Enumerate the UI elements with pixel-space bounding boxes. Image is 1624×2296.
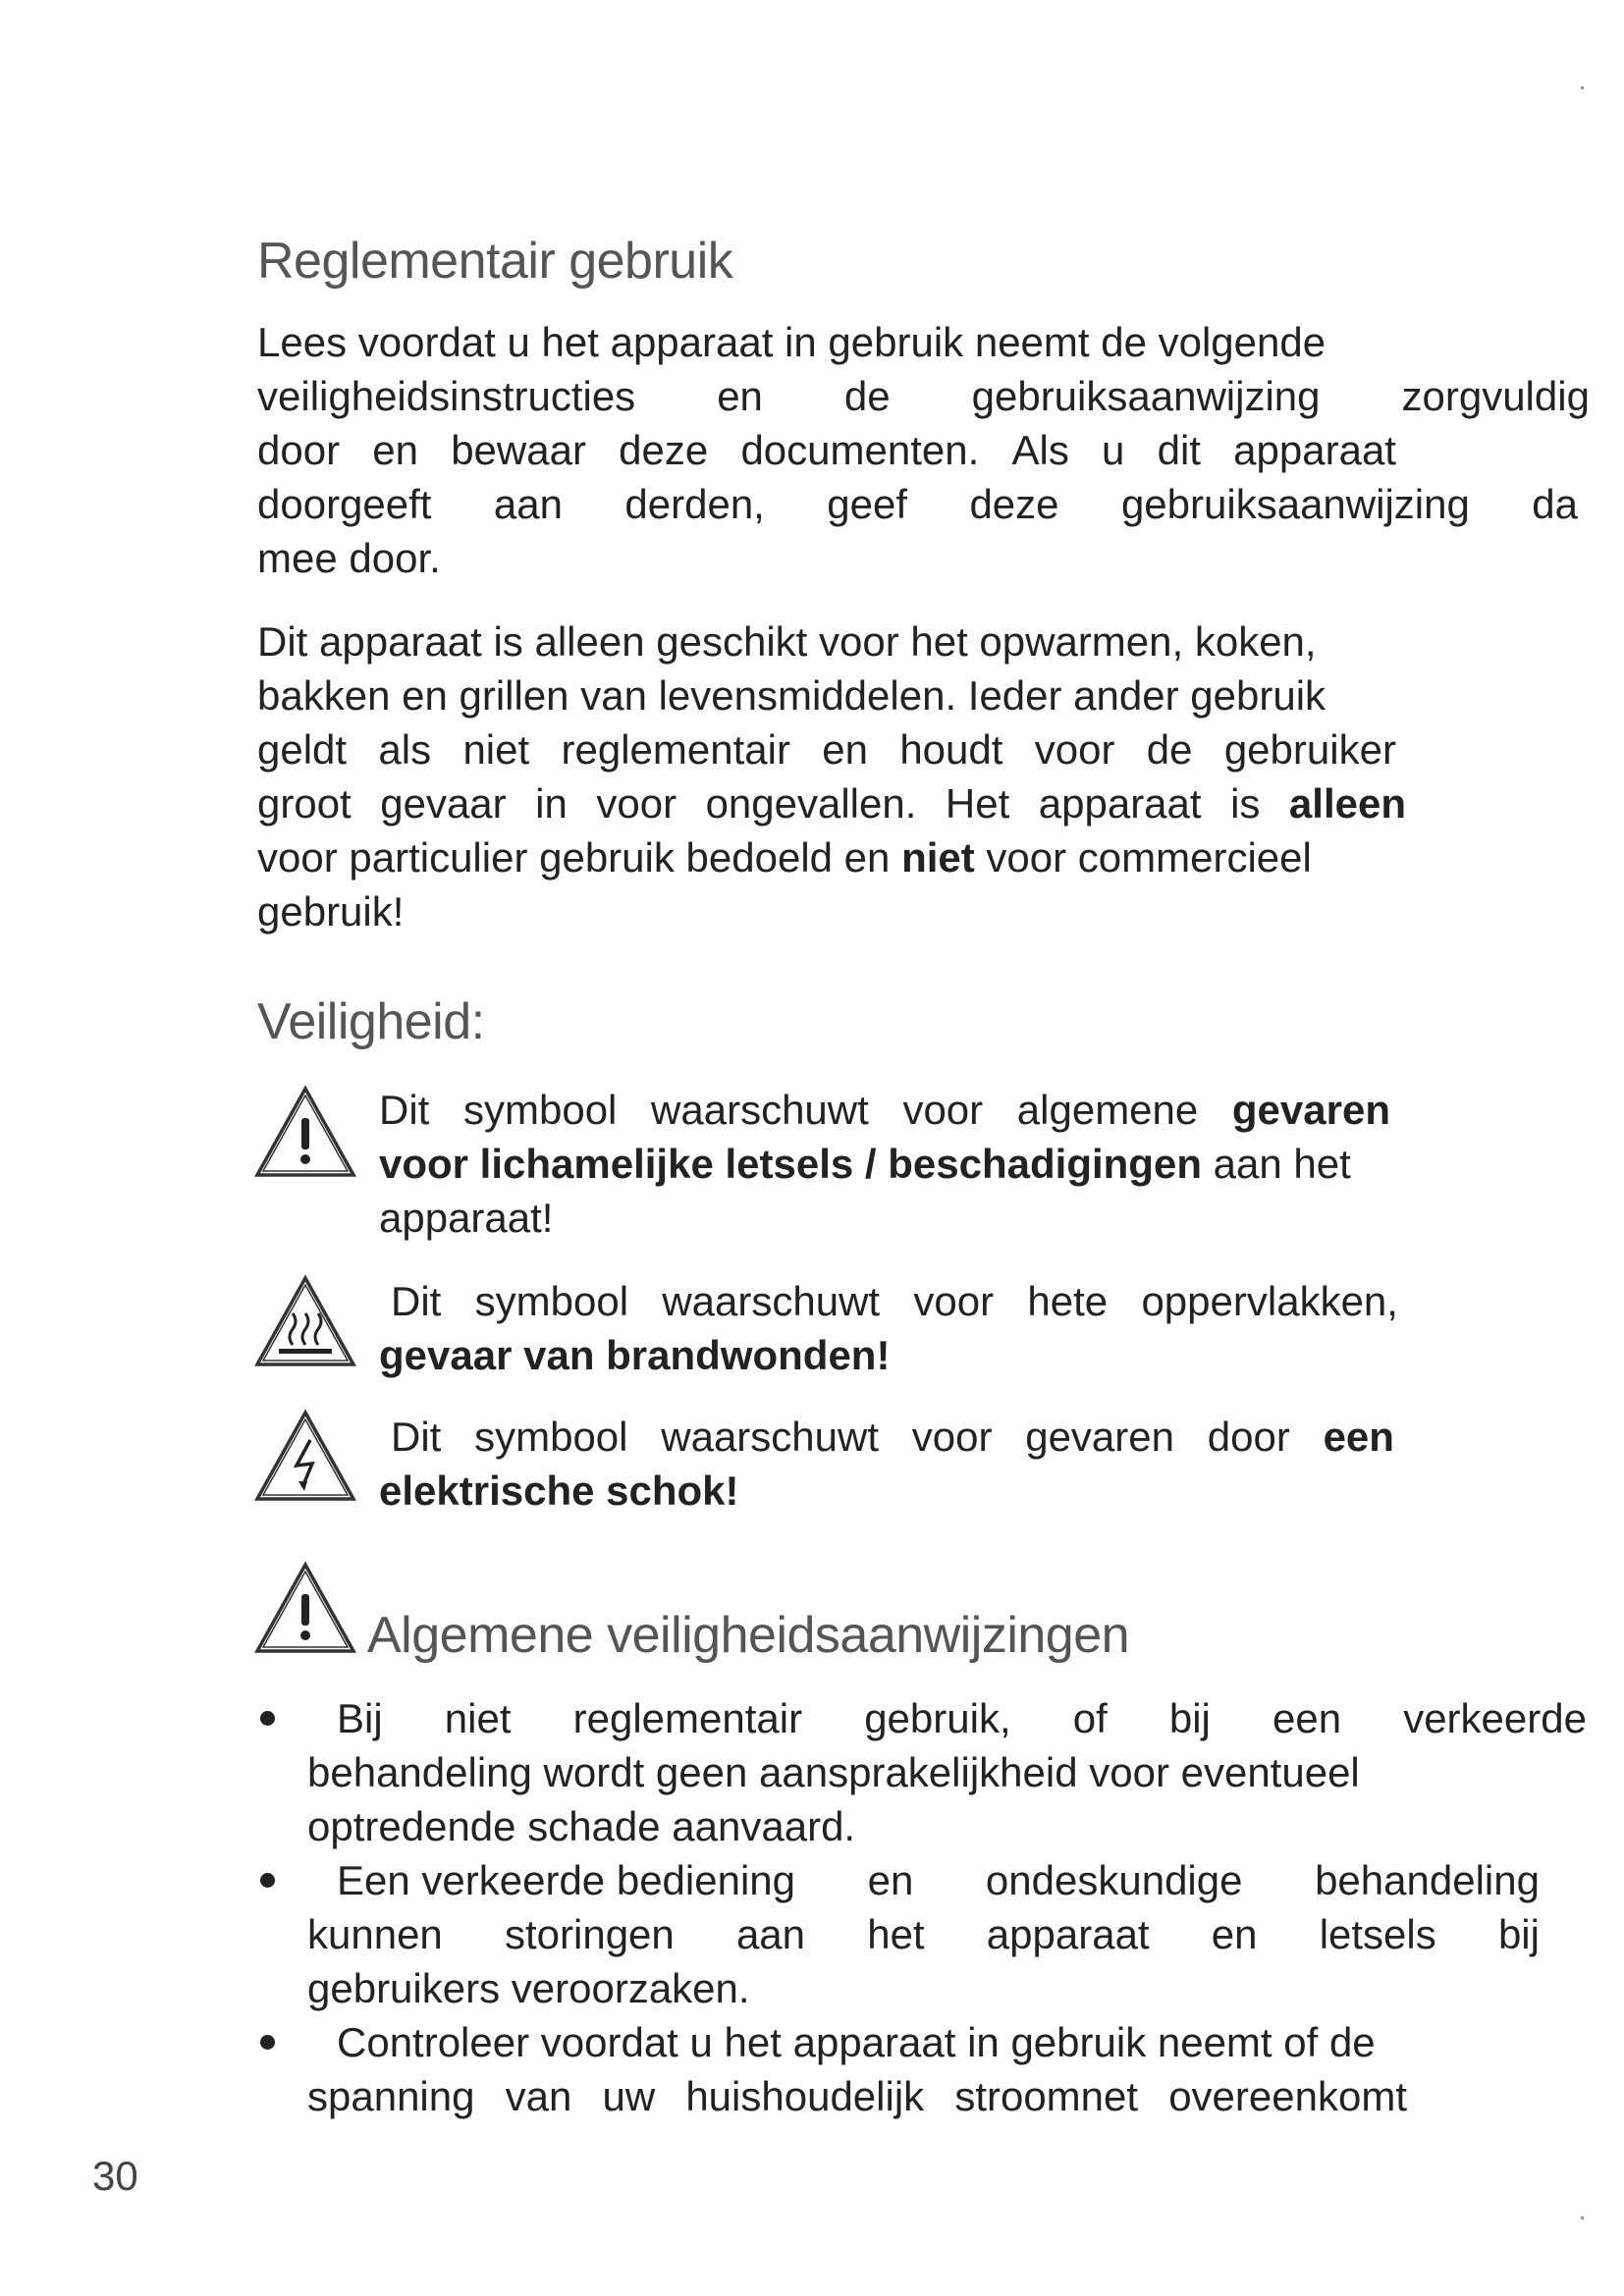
bullet-icon	[260, 2035, 275, 2050]
text-line: gebruikers veroorzaken.	[307, 1965, 750, 2011]
hot-surface-icon	[253, 1274, 357, 1368]
heading-algemene-veiligheidsaanwijzingen: Algemene veiligheidsaanwijzingen	[367, 1607, 1130, 1664]
crop-mark	[1581, 86, 1584, 89]
text-line: Bij niet reglementair gebruik, of bij een verkeerde	[337, 1695, 1587, 1741]
text-line: veiligheidsinstructies en de gebruiksaanwijzing zorgvuldig	[257, 373, 1590, 419]
text-line: voor particulier gebruik bedoeld en niet voor commercieel	[257, 834, 1312, 881]
text-line: geldt als niet reglementair en houdt voor de gebruiker	[257, 726, 1396, 773]
text-line: Controleer voordat u het apparaat in gebruik neemt of de	[337, 2019, 1376, 2065]
text-line: Lees voordat u het apparaat in gebruik neemt de volgende	[257, 319, 1326, 365]
electric-shock-icon	[253, 1409, 357, 1503]
sym2-line1: Dit symbool waarschuwt voor hete oppervlakken,	[391, 1278, 1398, 1324]
text-line: door en bewaar deze documenten. Als u dit apparaat	[257, 427, 1396, 473]
text-line: Dit apparaat is alleen geschikt voor het opwarmen, koken,	[257, 618, 1317, 665]
text-line: Een verkeerde bediening en ondeskundige behandeling	[337, 1857, 1540, 1903]
text-line: optredende schade aanvaard.	[307, 1803, 856, 1849]
sym3-line1: Dit symbool waarschuwt voor gevaren door een	[391, 1414, 1394, 1460]
sym1-line1: Dit symbool waarschuwt voor algemene gevaren	[379, 1087, 1390, 1133]
page-number: 30	[92, 2153, 138, 2199]
warning-triangle-icon	[253, 1561, 357, 1655]
sym2-line2: gevaar van brandwonden!	[379, 1332, 891, 1378]
text-line: mee door.	[257, 535, 441, 581]
sym1-line3: apparaat!	[379, 1195, 554, 1241]
text-line: doorgeeft aan derden, geef deze gebruiksaanwijzing da	[257, 481, 1578, 527]
sym1-line2: voor lichamelijke letsels / beschadigingen aan het	[379, 1141, 1351, 1187]
bullet-icon	[260, 1711, 275, 1726]
crop-mark	[1581, 2216, 1584, 2219]
sym3-line2: elektrische schok!	[379, 1468, 739, 1514]
text-line: kunnen storingen aan het apparaat en letsels bij	[307, 1911, 1540, 1957]
text-line: spanning van uw huishoudelijk stroomnet overeenkomt	[307, 2073, 1407, 2119]
heading-reglementair-gebruik: Reglementair gebruik	[257, 233, 733, 290]
text-line: gebruik!	[257, 888, 405, 934]
bullet-icon	[260, 1873, 275, 1888]
heading-veiligheid: Veiligheid:	[257, 993, 485, 1050]
text-line: bakken en grillen van levensmiddelen. Ieder ander gebruik	[257, 672, 1326, 719]
warning-triangle-icon	[253, 1085, 357, 1179]
bold-alleen: alleen	[1288, 780, 1406, 827]
text-line: behandeling wordt geen aansprakelijkheid voor eventueel	[307, 1749, 1360, 1795]
bold-niet: niet	[901, 834, 975, 881]
text-line: groot gevaar in voor ongevallen. Het apparaat is alleen	[257, 780, 1406, 827]
